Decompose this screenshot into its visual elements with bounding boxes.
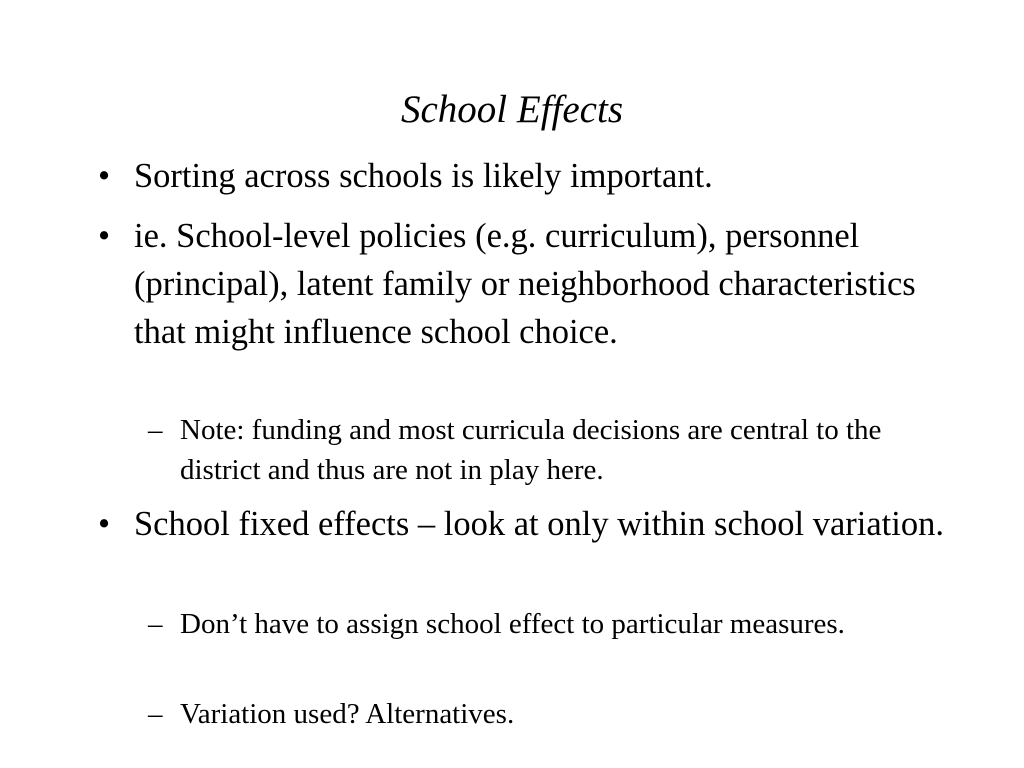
slide-title: School Effects <box>400 88 624 131</box>
bullet-school-level-policies <box>98 212 948 356</box>
sub-bullet-funding-note <box>148 410 938 490</box>
sub-bullet-variation-used <box>148 694 938 734</box>
bullet-sorting <box>98 152 948 200</box>
bullet-marker: • <box>98 157 111 195</box>
sub-bullet-text: Variation used? Alternatives. <box>180 698 515 730</box>
sub-bullet-text: Note: funding and most curricula decisions are central to the district and thus are not in play here. <box>180 414 882 486</box>
bullet-text: Sorting across schools is likely important. <box>134 157 713 195</box>
bullet-text: ie. School-level policies (e.g. curriculum), personnel (principal), latent family or neighborhood characteristics that might influence school choice. <box>134 217 916 351</box>
sub-bullet-marker: – <box>148 698 163 730</box>
bullet-school-fixed-effects <box>98 500 948 548</box>
sub-bullet-marker: – <box>148 608 163 640</box>
sub-bullet-marker: – <box>148 414 163 446</box>
bullet-marker: • <box>98 505 111 543</box>
bullet-marker: • <box>98 217 111 255</box>
bullet-text: School fixed effects – look at only within school variation. <box>134 505 944 543</box>
sub-bullet-assign-school-effect <box>148 604 938 644</box>
sub-bullet-text: Don’t have to assign school effect to particular measures. <box>180 608 845 640</box>
